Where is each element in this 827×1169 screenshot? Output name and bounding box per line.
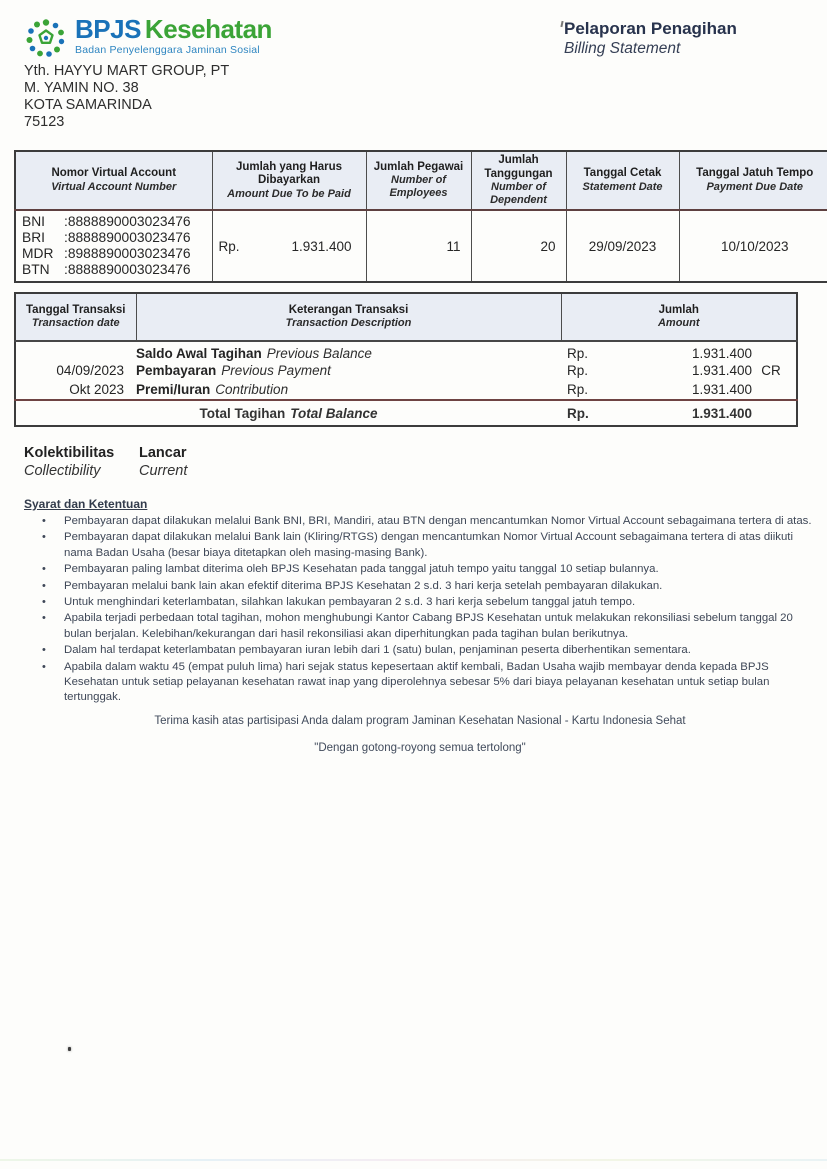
recipient-city: KOTA SAMARINDA: [24, 97, 152, 113]
terms-item: • Untuk menghindari keterlambatan, silahkan lakukan pembayaran 2 s.d. 3 hari kerja sebelum tanggal jatuh tempo.: [24, 595, 816, 610]
terms-heading: Syarat dan Ketentuan: [24, 497, 148, 511]
logo-tagline: Badan Penyelenggara Jaminan Sosial: [75, 44, 260, 56]
collectibility-label-en: Collectibility: [24, 463, 101, 479]
amount-due-value: 1.931.400: [291, 238, 352, 254]
header-amount-due: Jumlah yang Harus Dibayarkan Amount Due To be Paid: [212, 151, 366, 210]
header-statement-date: Tanggal Cetak Statement Date: [566, 151, 679, 210]
description-en: Previous Balance: [266, 346, 372, 361]
scan-edge-line: [0, 1159, 827, 1161]
currency-label: Rp.: [567, 405, 589, 421]
transaction-date: Okt 2023: [69, 382, 124, 398]
amount-value: 1.931.400: [691, 382, 752, 398]
header-virtual-account: Nomor Virtual Account Virtual Account Number: [15, 151, 212, 210]
transaction-date: 04/09/2023: [56, 363, 124, 379]
terms-item: • Pembayaran melalui bank lain akan efektif diterima BPJS Kesehatan 2 s.d. 3 hari kerja setelah pembayaran dilakukan.: [24, 579, 816, 594]
header-transaction-description: Keterangan Transaksi Transaction Description: [136, 293, 561, 341]
collectibility-section: [24, 444, 187, 480]
terms-item: • Apabila terjadi perbedaan total tagihan, mohon menghubungi Kantor Cabang BPJS Kesehatan untuk melakukan rekonsiliasi sebelum tanggal 20 bulan berjalan. Kelebihan/kekurangan dari hasil rekonsiliasi akan diperhitungkan pada tagihan bulan berikutnya.: [24, 611, 816, 642]
header-due-date: Tanggal Jatuh Tempo Payment Due Date: [679, 151, 827, 210]
terms-item: • Apabila dalam waktu 45 (empat puluh lima) hari sejak status kepesertaan aktif kembali, Badan Usaha wajib membayar denda kepada BPJS Kesehatan untuk setiap pelayanan kesehatan rawat inap yang diperolehnya sebesar 5% dari biaya pelayanan kesehatan untuk setiap bulan tertunggak.: [24, 660, 816, 706]
terms-item: • Pembayaran paling lambat diterima oleh BPJS Kesehatan pada tanggal jatuh tempo yaitu tanggal 10 setiap bulannya.: [24, 562, 816, 577]
terms-item: • Pembayaran dapat dilakukan melalui Bank lain (Kliring/RTGS) dengan mencantumkan Nomor Virtual Account sebagaimana tertera di atas diikuti nama Badan Usaha (besar biaya ditetapkan oleh masing-masing Bank).: [24, 530, 816, 561]
collectibility-value-id: Lancar: [139, 445, 187, 461]
amount-value: 1.931.400: [691, 346, 752, 361]
recipient-street: M. YAMIN NO. 38: [24, 80, 139, 96]
footer-thanks-text: Terima kasih atas partisipasi Anda dalam program Jaminan Kesehatan Nasional - Kartu Indonesia Sehat: [154, 714, 686, 727]
total-label-en: Total Balance: [290, 405, 378, 421]
transaction-total-row: [15, 400, 797, 426]
terms-section: [24, 497, 816, 754]
summary-data-row: [15, 210, 827, 282]
footer-slogan-text: "Dengan gotong-royong semua tertolong": [314, 741, 526, 754]
bpjs-logo-icon: [26, 18, 66, 58]
total-label-id: Total Tagihan: [199, 405, 286, 421]
currency-label: Rp.: [567, 363, 589, 379]
employees-count: 11: [366, 210, 471, 282]
virtual-account-btn: BTN :8888890003023476: [22, 262, 191, 277]
document-title-id: Pelaporan Penagihan: [564, 19, 737, 38]
header-transaction-amount: Jumlah Amount: [561, 293, 797, 341]
due-date-value: 10/10/2023: [679, 210, 827, 282]
credit-flag: CR: [761, 363, 781, 379]
terms-item: • Pembayaran dapat dilakukan melalui Bank BNI, BRI, Mandiri, atau BTN dengan mencantumkan Nomor Virtual Account sebagaimana tertera di atas.: [24, 514, 816, 529]
terms-list: [24, 514, 816, 706]
scan-artifact-speck: [68, 1047, 71, 1051]
virtual-account-mdr: MDR :8988890003023476: [22, 246, 191, 261]
billing-summary-table: [14, 150, 827, 283]
statement-date-value: 29/09/2023: [566, 210, 679, 282]
header-transaction-date: Tanggal Transaksi Transaction date: [15, 293, 136, 341]
transaction-row-previous-balance: [15, 341, 797, 361]
virtual-account-list: [15, 210, 212, 282]
description-id: Saldo Awal Tagihan: [136, 346, 262, 361]
currency-label: Rp.: [567, 346, 589, 361]
transaction-table: [14, 292, 798, 427]
description-id: Premi/Iuran: [136, 382, 211, 398]
amount-due-cell: [212, 210, 366, 282]
bpjs-logo: [26, 16, 272, 58]
transaction-row-previous-payment: [15, 361, 797, 381]
header-employees: Jumlah Pegawai Number of Employees: [366, 151, 471, 210]
virtual-account-bni: BNI :8888890003023476: [22, 214, 191, 229]
recipient-name: Yth. HAYYU MART GROUP, PT: [24, 63, 230, 79]
collectibility-value-en: Current: [139, 463, 188, 479]
recipient-address: [24, 63, 229, 131]
logo-name-secondary: Kesehatan: [144, 14, 272, 44]
description-id: Pembayaran: [136, 363, 217, 379]
summary-header-row: [15, 151, 827, 210]
currency-label: Rp.: [567, 382, 589, 398]
header-dependents: Jumlah Tanggungan Number of Dependent: [471, 151, 566, 210]
document-title: [564, 19, 737, 58]
document-title-en: Billing Statement: [564, 40, 681, 57]
description-en: Previous Payment: [221, 363, 331, 379]
virtual-account-bri: BRI :8888890003023476: [22, 230, 191, 245]
transaction-row-contribution: [15, 381, 797, 401]
logo-name-primary: BPJS: [75, 14, 141, 44]
description-en: Contribution: [215, 382, 289, 398]
terms-item: • Dalam hal terdapat keterlambatan pembayaran iuran lebih dari 1 (satu) bulan, penjaminan peserta diberhentikan sementara.: [24, 643, 816, 658]
transaction-header-row: [15, 293, 797, 341]
currency-label: Rp.: [218, 238, 240, 254]
dependents-count: 20: [471, 210, 566, 282]
total-amount-value: 1.931.400: [691, 405, 752, 421]
collectibility-label-id: Kolektibilitas: [24, 445, 115, 461]
recipient-postcode: 75123: [24, 114, 65, 130]
bpjs-logo-text: [75, 16, 272, 56]
amount-value: 1.931.400: [691, 363, 752, 379]
